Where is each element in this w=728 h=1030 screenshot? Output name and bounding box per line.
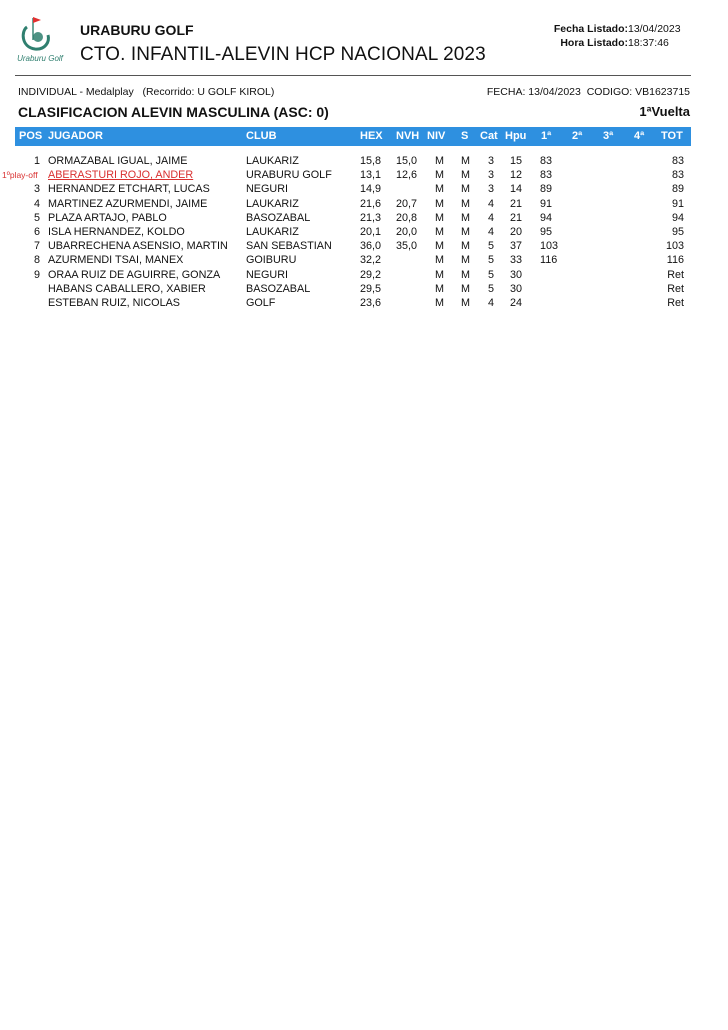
cell-club: BASOZABAL [246,282,311,295]
cell-cat: 3 [488,169,495,182]
cell-s: M [461,183,470,196]
col-niv: NIV [427,130,446,142]
hora-listado-value: 18:37:46 [628,37,669,49]
cell-hex: 23,6 [360,296,382,309]
table-header [15,127,691,146]
cell-nvh: 20,8 [396,211,418,224]
cell-tot: 83 [671,155,684,167]
cell-player: AZURMENDI TSAI, MANEX [48,254,184,267]
cell-s: M [461,197,470,210]
cell-hex: 21,6 [360,197,382,210]
table-row [0,155,728,169]
col-cat: Cat [480,130,498,142]
organizer-name: URABURU GOLF [80,22,194,38]
cell-club: GOLF [246,296,276,309]
cell-cat: 4 [488,225,495,238]
cell-niv: M [435,197,444,210]
cell-club: GOIBURU [246,254,297,267]
cell-player: ISLA HERNANDEZ, KOLDO [48,225,185,238]
cell-s: M [461,254,470,267]
table-row [0,226,728,240]
cell-player: ESTEBAN RUIZ, NICOLAS [48,296,180,309]
cell-note: 1ºplay-off [2,170,38,181]
col-round-1: 1ª [541,130,552,142]
col-jugador: JUGADOR [48,130,104,142]
cell-niv: M [435,225,444,238]
cell-niv: M [435,211,444,224]
cell-club: BASOZABAL [246,211,311,224]
cell-cat: 5 [488,268,495,281]
table-row [0,240,728,254]
cell-player: PLAZA ARTAJO, PABLO [48,211,167,224]
cell-hpu: 21 [510,211,523,224]
table-row [0,212,728,226]
table-row [0,269,728,283]
cell-club: NEGURI [246,268,288,281]
cell-player: ABERASTURI ROJO, ANDER [48,169,194,182]
cell-niv: M [435,155,444,167]
club-logo [12,14,68,68]
col-s: S [461,130,469,142]
cell-round-1: 83 [540,155,553,167]
cell-hex: 21,3 [360,211,382,224]
hora-listado-label: Hora Listado: [560,37,628,49]
golf-flag-icon [12,14,68,54]
cell-cat: 5 [488,282,495,295]
cell-hex: 29,2 [360,268,382,281]
cell-player: ORAA RUIZ DE AGUIRRE, GONZA [48,268,221,281]
cell-s: M [461,225,470,238]
cell-hpu: 14 [510,183,523,196]
cell-nvh: 20,0 [396,225,418,238]
listing-meta-labels [554,22,628,50]
cell-club: LAUKARIZ [246,197,299,210]
table-row [0,283,728,297]
cell-hex: 32,2 [360,254,382,267]
cell-s: M [461,155,470,167]
results-table [0,155,728,311]
cell-club: LAUKARIZ [246,225,299,238]
cell-nvh: 35,0 [396,240,418,253]
cell-niv: M [435,282,444,295]
col-club: CLUB [246,130,277,142]
cell-player: HABANS CABALLERO, XABIER [48,282,206,295]
cell-niv: M [435,268,444,281]
cell-s: M [461,169,470,182]
cell-tot: Ret [667,296,684,309]
cell-nvh: 15,0 [396,155,418,167]
cell-club: URABURU GOLF [246,169,332,182]
logo-text: Uraburu Golf [17,54,63,63]
competition-date-code: FECHA: 13/04/2023 CODIGO: VB1623715 [486,86,690,98]
cell-cat: 3 [488,183,495,196]
cell-pos: 4 [33,197,40,210]
col-nvh: NVH [396,130,420,142]
cell-round-1: 83 [540,169,553,182]
cell-cat: 4 [488,211,495,224]
cell-tot: 103 [665,240,684,253]
cell-cat: 4 [488,296,495,309]
table-row [0,169,728,183]
cell-niv: M [435,169,444,182]
cell-s: M [461,240,470,253]
cell-niv: M [435,240,444,253]
cell-round-1: 91 [540,197,553,210]
table-row [0,297,728,311]
fecha-listado-label: Fecha Listado: [553,23,628,35]
cell-hex: 29,5 [360,282,382,295]
table-row [0,254,728,268]
cell-hpu: 37 [510,240,523,253]
cell-pos: 1 [33,155,40,167]
header-divider [15,75,691,76]
cell-hpu: 30 [510,268,523,281]
cell-tot: Ret [667,268,684,281]
cell-hpu: 24 [510,296,523,309]
cell-tot: 91 [671,197,684,210]
classification-title: CLASIFICACION ALEVIN MASCULINA (ASC: 0) [18,104,329,120]
cell-hpu: 15 [510,155,523,167]
cell-cat: 3 [488,155,495,167]
cell-tot: 89 [671,183,684,196]
cell-hex: 14,9 [360,183,382,196]
cell-player: UBARRECHENA ASENSIO, MARTIN [48,240,228,253]
listing-meta-values [628,22,681,50]
cell-tot: 94 [671,211,684,224]
cell-round-1: 94 [540,211,553,224]
cell-cat: 5 [488,254,495,267]
col-round-4: 4ª [634,130,645,142]
competition-format: INDIVIDUAL - Medalplay (Recorrido: U GOLF KIROL) [18,86,275,98]
cell-club: LAUKARIZ [246,155,299,167]
cell-round-1: 103 [540,240,559,253]
cell-round-1: 95 [540,225,553,238]
cell-hex: 20,1 [360,225,382,238]
cell-cat: 5 [488,240,495,253]
col-hex: HEX [360,130,383,142]
cell-tot: 95 [671,225,684,238]
cell-s: M [461,268,470,281]
cell-pos: 8 [33,254,40,267]
cell-pos: 9 [33,268,40,281]
cell-s: M [461,211,470,224]
cell-pos: 7 [33,240,40,253]
cell-hpu: 12 [510,169,523,182]
cell-player: ORMAZABAL IGUAL, JAIME [48,155,188,167]
cell-hpu: 33 [510,254,523,267]
cell-player: HERNANDEZ ETCHART, LUCAS [48,183,210,196]
cell-round-1: 116 [540,254,558,267]
cell-cat: 4 [488,197,495,210]
col-pos: POS [19,130,43,142]
cell-tot: 116 [666,254,684,267]
cell-niv: M [435,296,444,309]
col-round-2: 2ª [572,130,583,142]
cell-hex: 15,8 [360,155,382,167]
col-hpu: Hpu [505,130,527,142]
cell-s: M [461,282,470,295]
cell-hex: 13,1 [360,169,382,182]
table-row [0,198,728,212]
cell-niv: M [435,254,444,267]
fecha-listado-value: 13/04/2023 [628,23,681,35]
cell-pos: 6 [33,225,40,238]
cell-club: SAN SEBASTIAN [246,240,332,253]
col-round-3: 3ª [603,130,614,142]
cell-niv: M [435,183,444,196]
cell-hpu: 21 [510,197,523,210]
round-label: 1ªVuelta [639,104,690,119]
cell-nvh: 12,6 [396,169,418,182]
cell-tot: Ret [667,282,684,295]
cell-hpu: 30 [510,282,523,295]
cell-pos: 5 [33,211,40,224]
cell-hex: 36,0 [360,240,382,253]
cell-tot: 83 [671,169,684,182]
table-row [0,183,728,197]
cell-nvh: 20,7 [396,197,418,210]
cell-player: MARTINEZ AZURMENDI, JAIME [48,197,208,210]
cell-club: NEGURI [246,183,288,196]
col-tot: TOT [661,130,683,142]
cell-pos: 3 [33,183,40,196]
cell-s: M [461,296,470,309]
cell-round-1: 89 [540,183,553,196]
cell-hpu: 20 [510,225,523,238]
event-title: CTO. INFANTIL-ALEVIN HCP NACIONAL 2023 [80,44,486,65]
